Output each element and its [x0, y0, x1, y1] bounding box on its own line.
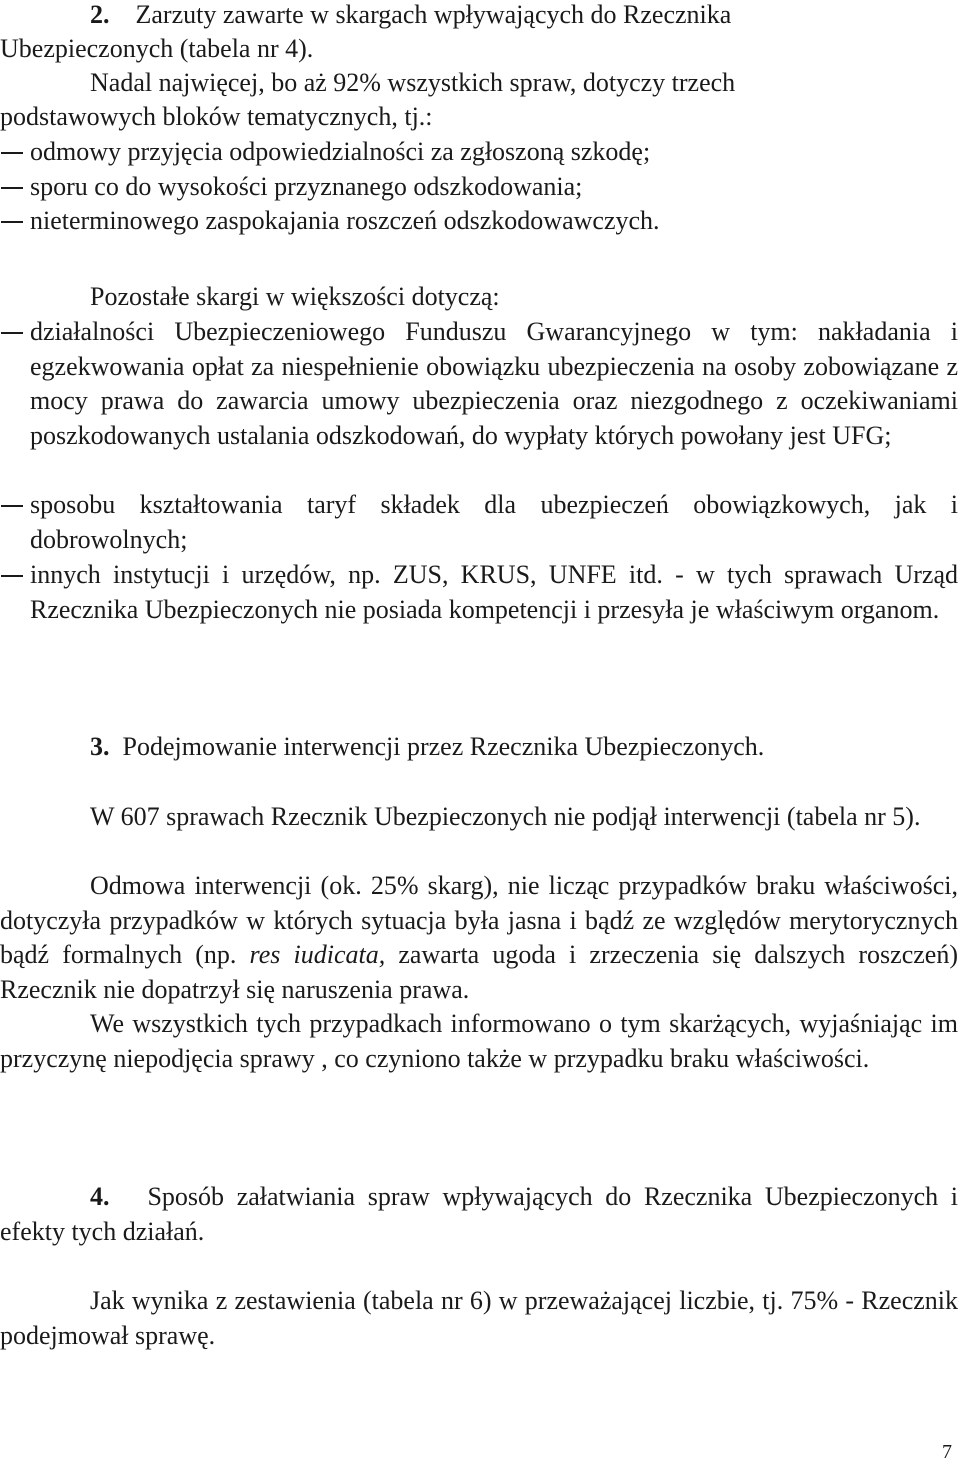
section-3-para2-italic: res iudicata,	[249, 940, 386, 969]
main-bullet-2	[30, 170, 958, 205]
other-bullet-3-text: innych instytucji i urzędów, np. ZUS, KRUS, UNFE itd. - w tych sprawach Urząd Rzecznika Ubezpieczonych nie posiada kompetencji i przesyła je właściwym organom.	[30, 560, 958, 624]
other-bullet-3	[30, 558, 958, 627]
section-3-para3: We wszystkich tych przypadkach informowano o tym skarżących, wyjaśniając im przyczynę niepodjęcia sprawy , co czyniono także w przypadku braku właściwości.	[0, 1009, 958, 1073]
section-3-para2-end: zawarta ugoda i zrzeczenia się dalszych roszczeń) Rzecznik nie dopatrzył się naruszenia prawa.	[0, 940, 958, 1004]
section-2-title-line1: Zarzuty zawarte w skargach wpływających do Rzecznika	[135, 0, 732, 29]
section-3-number: 3.	[90, 732, 110, 761]
section-3-title: Podejmowanie interwencji przez Rzecznika Ubezpieczonych.	[122, 732, 765, 761]
main-bullet-2-text: sporu co do wysokości przyznanego odszkodowania;	[30, 172, 583, 201]
section-3-para2-start: Odmowa interwencji (ok. 25% skarg), nie licząc przypadków braku właściwości, dotyczyła przypadków w których sytuacja była jasna i bądź ze względów merytorycznych bądź formalnych (np.	[0, 871, 958, 969]
main-bullet-1	[30, 135, 958, 170]
other-intro: Pozostałe skargi w większości dotyczą:	[90, 282, 500, 311]
section-4-heading	[0, 1180, 958, 1249]
section-2-heading	[0, 0, 960, 33]
other-bullet-2-text: sposobu kształtowania taryf składek dla ubezpieczeń obowiązkowych, jak i dobrowolnych;	[30, 490, 958, 554]
main-bullet-1-text: odmowy przyjęcia odpowiedzialności za zgłoszoną szkodę;	[30, 137, 651, 166]
section-2-intro-line2: podstawowych bloków tematycznych, tj.:	[0, 102, 433, 131]
main-bullet-3-text: nieterminowego zaspokajania roszczeń odszkodowawczych.	[30, 206, 660, 235]
section-2-title-line2: Ubezpieczonych (tabela nr 4).	[0, 34, 314, 63]
other-bullet-1-text: działalności Ubezpieczeniowego Funduszu Gwarancyjnego w tym: nakładania i egzekwowania opłat za niespełnienie obowiązku ubezpieczenia na osoby zobowiązane z mocy prawa do zawarcia umowy ubezpieczenia oraz niezgodnego z oczekiwaniami poszkodowanych ustalania odszkodowań, do wypłaty których powołany jest UFG;	[30, 317, 958, 450]
section-3-heading	[0, 730, 960, 765]
other-bullet-1	[30, 315, 958, 453]
section-3-para2	[0, 869, 958, 1007]
section-4-para1: Jak wynika z zestawienia (tabela nr 6) w przeważającej liczbie, tj. 75% - Rzecznik podejmował sprawę.	[0, 1286, 958, 1350]
other-bullet-2	[30, 488, 958, 557]
section-4-title: Sposób załatwiania spraw wpływających do Rzecznika Ubezpieczonych i efekty tych działań.	[0, 1182, 958, 1246]
section-4-number: 4.	[90, 1182, 110, 1211]
page-number: 7	[942, 1441, 952, 1463]
section-2-number: 2.	[90, 0, 110, 29]
main-bullet-3	[30, 204, 958, 239]
section-3-para1: W 607 sprawach Rzecznik Ubezpieczonych nie podjął interwencji (tabela nr 5).	[90, 802, 921, 831]
section-2-intro-line1: Nadal najwięcej, bo aż 92% wszystkich spraw, dotyczy trzech	[90, 68, 736, 97]
